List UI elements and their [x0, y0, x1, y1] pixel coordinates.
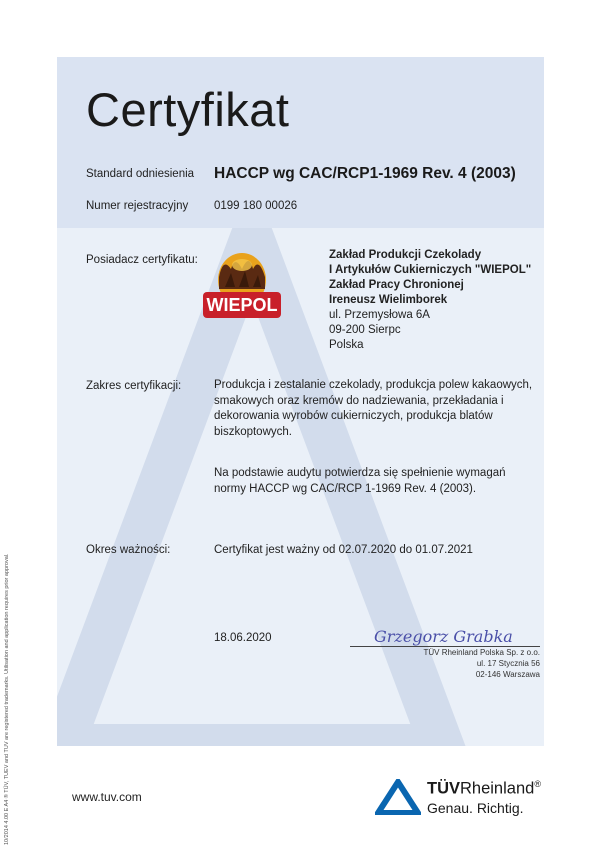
holder-label: Posiadacz certyfikatu: — [86, 254, 198, 266]
tuv-triangle-logo — [375, 779, 421, 815]
issuer-name: TÜV Rheinland Polska Sp. z o.o. — [423, 648, 540, 657]
validity-label: Okres ważności: — [86, 544, 171, 556]
registration-label: Numer rejestracyjny — [86, 200, 189, 212]
standard-label: Standard odniesienia — [86, 168, 195, 180]
tuv-brand — [427, 779, 541, 799]
holder-address-line-1: ul. Przemysłowa 6A — [329, 309, 430, 321]
holder-name-line-2: I Artykułów Cukierniczych "WIEPOL" — [329, 264, 532, 276]
scope-label: Zakres certyfikacji: — [86, 380, 182, 392]
holder-address-line-2: 09-200 Sierpc — [329, 324, 401, 336]
standard-value: HACCP wg CAC/RCP1-1969 Rev. 4 (2003) — [214, 165, 516, 182]
tuv-tagline: Genau. Richtig. — [427, 800, 524, 816]
audit-text: Na podstawie audytu potwierdza się spełnienie wymagań normy HACCP wg CAC/RCP 1-1969 Rev. 4 (2003). — [214, 467, 506, 495]
holder-name-line-1: Zakład Produkcji Czekolady — [329, 249, 482, 261]
registered-mark: ® — [534, 779, 541, 789]
holder-name-line-4: Ireneusz Wielimborek — [329, 294, 448, 306]
signature-line — [350, 646, 540, 647]
logo-text: WIEPOL — [206, 295, 278, 315]
holder-name-line-3: Zakład Pracy Chronionej — [329, 279, 464, 291]
scope-text: Produkcja i zestalanie czekolady, produkcja polew kakaowych, smakowych oraz kremów do nadziewania, przekładania i dekorowania wyrobów cukierniczych, produkcja blatów biszkoptowych. — [214, 379, 533, 438]
validity-value: Certyfikat jest ważny od 02.07.2020 do 01.07.2021 — [214, 544, 473, 556]
website-link[interactable]: www.tuv.com — [72, 790, 142, 804]
page-title: Certyfikat — [86, 83, 290, 136]
wiepol-logo — [201, 247, 283, 321]
tuv-brand-bold: TÜV — [427, 779, 460, 798]
issue-date: 18.06.2020 — [214, 632, 272, 644]
issuer-street: ul. 17 Stycznia 56 — [476, 659, 540, 668]
holder-address-line-3: Polska — [329, 339, 364, 351]
svg-text:Grzegorz Grabka: Grzegorz Grabka — [374, 627, 513, 646]
side-legal-note: 10/2014 4.00 E A4 ® TÜV, TUEV and TUV are registered trademarks. Utilisation and application requires prior approval. — [4, 553, 10, 845]
registration-value: 0199 180 00026 — [214, 200, 298, 212]
issuer-city: 02-146 Warszawa — [475, 670, 540, 679]
tuv-brand-rest: Rheinland — [460, 779, 535, 798]
